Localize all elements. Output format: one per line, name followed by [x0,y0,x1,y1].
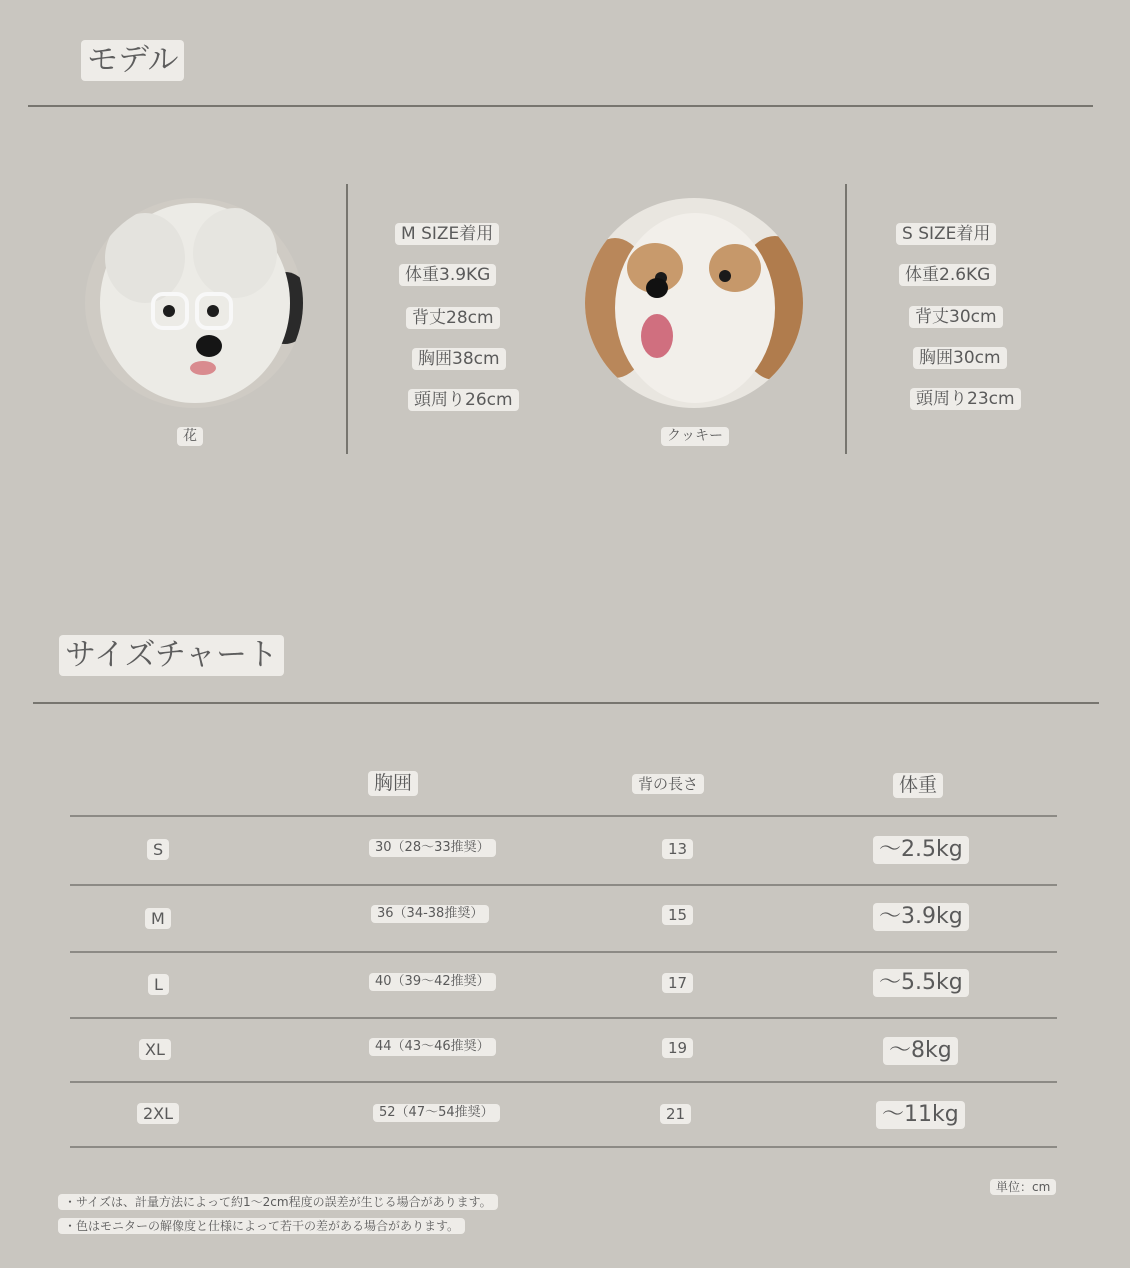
size-label: L [148,974,169,995]
back-value: 19 [662,1038,693,1058]
model-stat-head: 頭周り26cm [408,389,519,411]
model-stat-size: M SIZE着用 [395,223,499,245]
chest-value: 36（34-38推奨） [371,905,489,923]
chest-value: 44（43〜46推奨） [369,1038,496,1056]
table-rule [70,1081,1057,1083]
size-label: 2XL [137,1103,179,1124]
model-stat-weight: 体重3.9KG [399,264,496,286]
back-value: 17 [662,973,693,993]
header-chest: 胸囲 [368,771,418,796]
size-chart-title-divider [33,702,1099,704]
table-rule [70,1146,1057,1148]
model-stat-weight: 体重2.6KG [899,264,996,286]
chest-value: 52（47〜54推奨） [373,1104,500,1122]
model-stat-size: S SIZE着用 [896,223,996,245]
model-name-cookie: クッキー [661,427,729,446]
model-divider-right [845,184,847,454]
model-divider-left [346,184,348,454]
size-label: M [145,908,171,929]
table-rule [70,815,1057,817]
table-rule [70,1017,1057,1019]
back-value: 15 [662,905,693,925]
size-label: XL [139,1039,171,1060]
chest-value: 30（28〜33推奨） [369,839,496,857]
note-measurement: ・サイズは、計量方法によって約1〜2cm程度の誤差が生じる場合があります。 [58,1194,498,1210]
table-rule [70,951,1057,953]
unit-label: 単位：cm [990,1179,1056,1195]
model-stat-chest: 胸囲38cm [412,348,506,370]
weight-value: 〜3.9kg [873,903,969,931]
weight-value: 〜5.5kg [873,969,969,997]
model-title-divider [28,105,1093,107]
weight-value: 〜2.5kg [873,836,969,864]
back-value: 13 [662,839,693,859]
weight-value: 〜8kg [883,1037,958,1065]
model-stat-back: 背丈28cm [406,307,500,329]
header-weight: 体重 [893,773,943,798]
size-chart-title: サイズチャート [59,635,284,676]
model-stat-chest: 胸囲30cm [913,347,1007,369]
model-name-hana: 花 [177,427,203,446]
model-photo-hana [85,198,303,408]
header-back-length: 背の長さ [632,774,704,794]
model-stat-back: 背丈30cm [909,306,1003,328]
model-photo-cookie [585,198,803,408]
back-value: 21 [660,1104,691,1124]
note-color: ・色はモニターの解像度と仕様によって若干の差がある場合があります。 [58,1218,465,1234]
model-section-title: モデル [81,40,184,81]
chest-value: 40（39〜42推奨） [369,973,496,991]
size-label: S [147,839,169,860]
weight-value: 〜11kg [876,1101,965,1129]
table-rule [70,884,1057,886]
model-stat-head: 頭周り23cm [910,388,1021,410]
